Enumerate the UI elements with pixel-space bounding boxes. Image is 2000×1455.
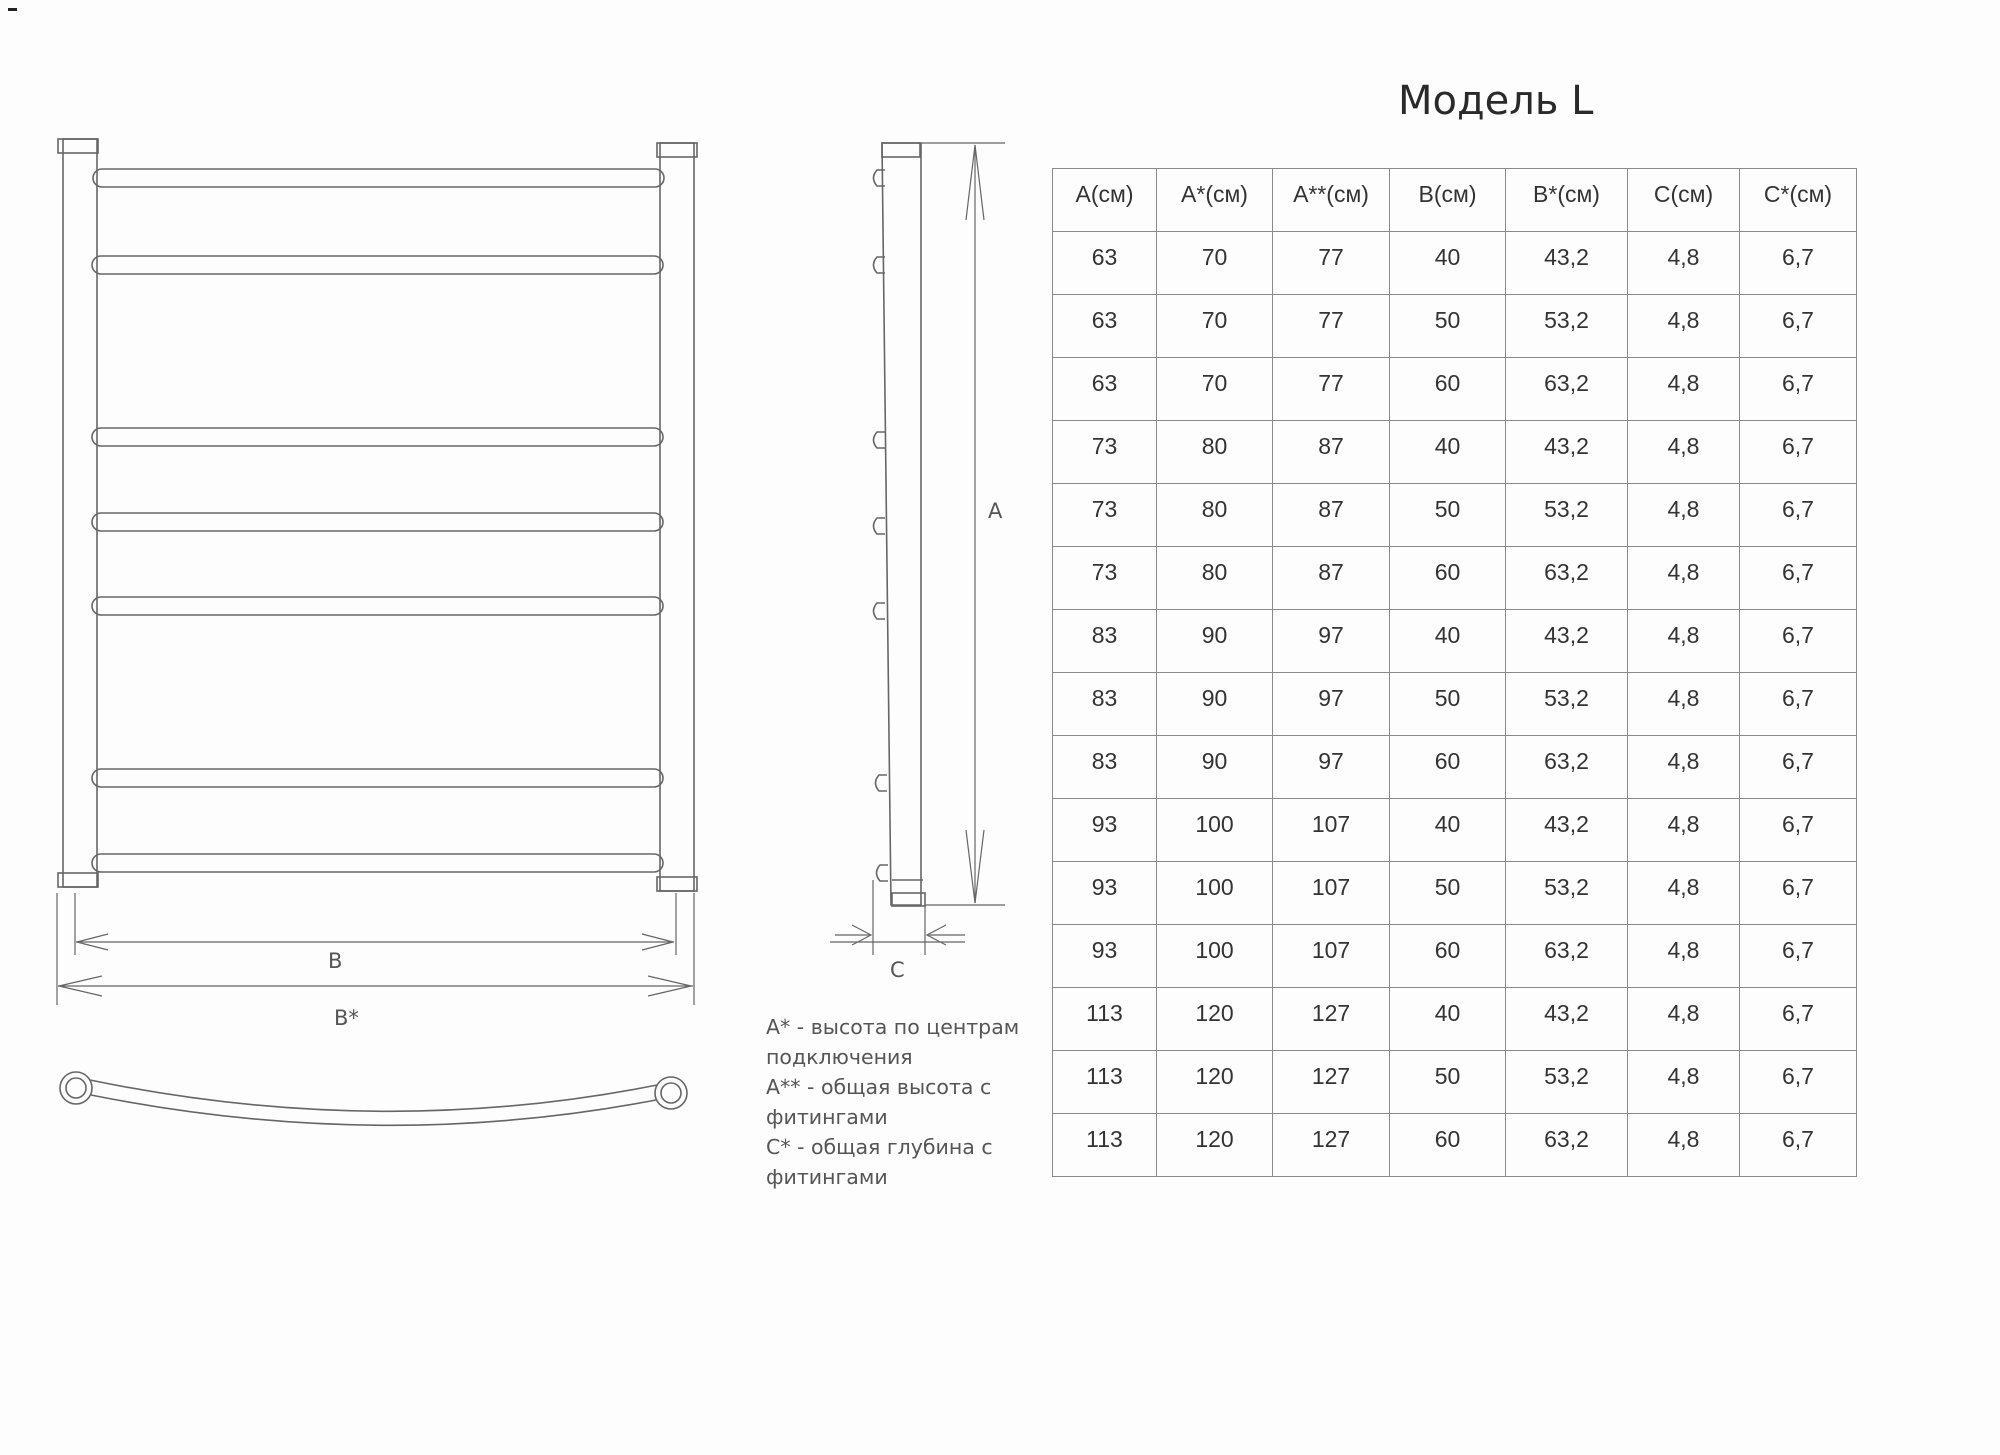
table-row (1053, 610, 1857, 673)
front-view (57, 139, 697, 1005)
table-cell: 60 (1390, 1114, 1506, 1177)
dimensions-table (1052, 168, 1857, 1177)
table-row (1053, 988, 1857, 1051)
table-cell: 90 (1157, 736, 1273, 799)
table-cell: 77 (1273, 295, 1390, 358)
table-header-row (1053, 169, 1857, 232)
table-cell: 50 (1390, 862, 1506, 925)
note-line: фитингами (766, 1105, 888, 1129)
table-row (1053, 799, 1857, 862)
column-header: C*(см) (1740, 169, 1857, 232)
table-cell: 87 (1273, 547, 1390, 610)
table-cell: 127 (1273, 1114, 1390, 1177)
table-row (1053, 736, 1857, 799)
table-cell: 43,2 (1506, 988, 1628, 1051)
table-cell: 97 (1273, 673, 1390, 736)
table-cell: 40 (1390, 421, 1506, 484)
table-cell: 4,8 (1628, 421, 1740, 484)
table-cell: 4,8 (1628, 547, 1740, 610)
table-cell: 6,7 (1740, 484, 1857, 547)
column-header: B*(см) (1506, 169, 1628, 232)
table-row (1053, 547, 1857, 610)
top-view (60, 1072, 687, 1125)
table-cell: 63 (1053, 232, 1157, 295)
table-cell: 6,7 (1740, 673, 1857, 736)
rail-3 (92, 428, 663, 446)
table-cell: 120 (1157, 1051, 1273, 1114)
table-cell: 43,2 (1506, 610, 1628, 673)
side-view-post (882, 143, 921, 905)
table-cell: 100 (1157, 799, 1273, 862)
table-cell: 113 (1053, 1051, 1157, 1114)
table-cell: 4,8 (1628, 673, 1740, 736)
right-post-cap-bottom (657, 877, 697, 891)
table-cell: 53,2 (1506, 484, 1628, 547)
table-cell: 63,2 (1506, 736, 1628, 799)
table-cell: 113 (1053, 1114, 1157, 1177)
table-cell: 80 (1157, 484, 1273, 547)
note-line: подключения (766, 1045, 913, 1069)
table-cell: 4,8 (1628, 799, 1740, 862)
table-cell: 93 (1053, 862, 1157, 925)
table-cell: 4,8 (1628, 610, 1740, 673)
rail-2 (92, 256, 663, 274)
table-cell: 40 (1390, 232, 1506, 295)
table-cell: 43,2 (1506, 421, 1628, 484)
column-header: A**(см) (1273, 169, 1390, 232)
table-cell: 83 (1053, 610, 1157, 673)
table-cell: 6,7 (1740, 862, 1857, 925)
table-cell: 93 (1053, 799, 1157, 862)
table-cell: 40 (1390, 610, 1506, 673)
right-post-cap-top (657, 143, 697, 157)
table-cell: 107 (1273, 862, 1390, 925)
label-a: A (988, 499, 1003, 523)
table-cell: 40 (1390, 988, 1506, 1051)
table-row (1053, 925, 1857, 988)
top-view-right-ring (655, 1077, 687, 1109)
table-cell: 107 (1273, 799, 1390, 862)
table-cell: 6,7 (1740, 1051, 1857, 1114)
table-cell: 63 (1053, 295, 1157, 358)
table-cell: 100 (1157, 925, 1273, 988)
table-cell: 60 (1390, 547, 1506, 610)
label-b-star: B* (334, 1006, 359, 1030)
table-cell: 97 (1273, 736, 1390, 799)
rail-7 (92, 854, 663, 872)
table-cell: 53,2 (1506, 862, 1628, 925)
table-cell: 63,2 (1506, 925, 1628, 988)
table-cell: 6,7 (1740, 736, 1857, 799)
table-cell: 4,8 (1628, 1051, 1740, 1114)
table-cell: 87 (1273, 484, 1390, 547)
table-cell: 120 (1157, 1114, 1273, 1177)
rail-5 (92, 597, 663, 615)
table-cell: 63,2 (1506, 1114, 1628, 1177)
table-cell: 93 (1053, 925, 1157, 988)
side-view-cap-bottom (892, 893, 925, 906)
table-cell: 6,7 (1740, 1114, 1857, 1177)
table-row (1053, 673, 1857, 736)
table-cell: 43,2 (1506, 799, 1628, 862)
dimension-b-star (57, 893, 694, 1005)
note-line: A* - высота по центрам (766, 1015, 1020, 1039)
table-cell: 4,8 (1628, 232, 1740, 295)
table-cell: 50 (1390, 295, 1506, 358)
table-cell: 127 (1273, 988, 1390, 1051)
column-header: C(см) (1628, 169, 1740, 232)
rail-1 (93, 169, 664, 187)
table-cell: 63,2 (1506, 547, 1628, 610)
table-cell: 97 (1273, 610, 1390, 673)
table-cell: 107 (1273, 925, 1390, 988)
table-cell: 4,8 (1628, 1114, 1740, 1177)
table-cell: 6,7 (1740, 610, 1857, 673)
label-c: C (890, 958, 905, 982)
table-cell: 127 (1273, 1051, 1390, 1114)
note-line: фитингами (766, 1165, 888, 1189)
table-cell: 77 (1273, 232, 1390, 295)
table-cell: 60 (1390, 736, 1506, 799)
rail-4 (92, 513, 663, 531)
dimension-b (75, 893, 676, 955)
table-cell: 43,2 (1506, 232, 1628, 295)
table-cell: 6,7 (1740, 295, 1857, 358)
table-row (1053, 862, 1857, 925)
column-header: B(см) (1390, 169, 1506, 232)
table-cell: 4,8 (1628, 736, 1740, 799)
dimension-c (830, 880, 965, 955)
table-cell: 53,2 (1506, 673, 1628, 736)
table-cell: 4,8 (1628, 988, 1740, 1051)
label-b: B (328, 949, 343, 973)
right-post (660, 143, 694, 891)
legend-notes (766, 1012, 1046, 1192)
side-view-cap-top (882, 143, 920, 157)
table-cell: 83 (1053, 673, 1157, 736)
table-row (1053, 358, 1857, 421)
table-row (1053, 1114, 1857, 1177)
table-cell: 50 (1390, 1051, 1506, 1114)
table-cell: 53,2 (1506, 1051, 1628, 1114)
table-cell: 60 (1390, 925, 1506, 988)
table-cell: 87 (1273, 421, 1390, 484)
table-cell: 70 (1157, 358, 1273, 421)
table-cell: 60 (1390, 358, 1506, 421)
table-cell: 113 (1053, 988, 1157, 1051)
table-cell: 100 (1157, 862, 1273, 925)
table-cell: 4,8 (1628, 862, 1740, 925)
table-cell: 6,7 (1740, 547, 1857, 610)
column-header: A(см) (1053, 169, 1157, 232)
table-cell: 4,8 (1628, 925, 1740, 988)
table-cell: 90 (1157, 610, 1273, 673)
left-post-cap-bottom (58, 873, 98, 887)
table-cell: 73 (1053, 547, 1157, 610)
table-cell: 6,7 (1740, 799, 1857, 862)
table-row (1053, 295, 1857, 358)
note-line: A** - общая высота с (766, 1075, 992, 1099)
rail-6 (92, 769, 663, 787)
table-cell: 6,7 (1740, 232, 1857, 295)
table-cell: 83 (1053, 736, 1157, 799)
table-row (1053, 484, 1857, 547)
table-cell: 4,8 (1628, 484, 1740, 547)
table-cell: 63 (1053, 358, 1157, 421)
table-cell: 70 (1157, 232, 1273, 295)
rails (92, 169, 664, 872)
table-cell: 90 (1157, 673, 1273, 736)
top-view-left-ring (60, 1072, 92, 1104)
table-cell: 6,7 (1740, 421, 1857, 484)
dimension-a (921, 143, 1005, 905)
side-view (830, 143, 1005, 955)
table-cell: 73 (1053, 484, 1157, 547)
table-cell: 80 (1157, 421, 1273, 484)
table-cell: 4,8 (1628, 295, 1740, 358)
table-cell: 40 (1390, 799, 1506, 862)
table-cell: 77 (1273, 358, 1390, 421)
table-cell: 6,7 (1740, 358, 1857, 421)
table-cell: 120 (1157, 988, 1273, 1051)
note-line: C* - общая глубина с (766, 1135, 993, 1159)
table-cell: 73 (1053, 421, 1157, 484)
column-header: A*(см) (1157, 169, 1273, 232)
table-row (1053, 421, 1857, 484)
table-cell: 70 (1157, 295, 1273, 358)
table-cell: 63,2 (1506, 358, 1628, 421)
table-cell: 50 (1390, 484, 1506, 547)
top-view-rail-outer (90, 1080, 657, 1111)
table-row (1053, 1051, 1857, 1114)
table-cell: 80 (1157, 547, 1273, 610)
left-post-cap-top (58, 139, 98, 153)
table-cell: 4,8 (1628, 358, 1740, 421)
table-cell: 6,7 (1740, 988, 1857, 1051)
page-title: Модель L (1398, 78, 1594, 124)
table-cell: 50 (1390, 673, 1506, 736)
table-row (1053, 232, 1857, 295)
table-cell: 53,2 (1506, 295, 1628, 358)
table-cell: 6,7 (1740, 925, 1857, 988)
